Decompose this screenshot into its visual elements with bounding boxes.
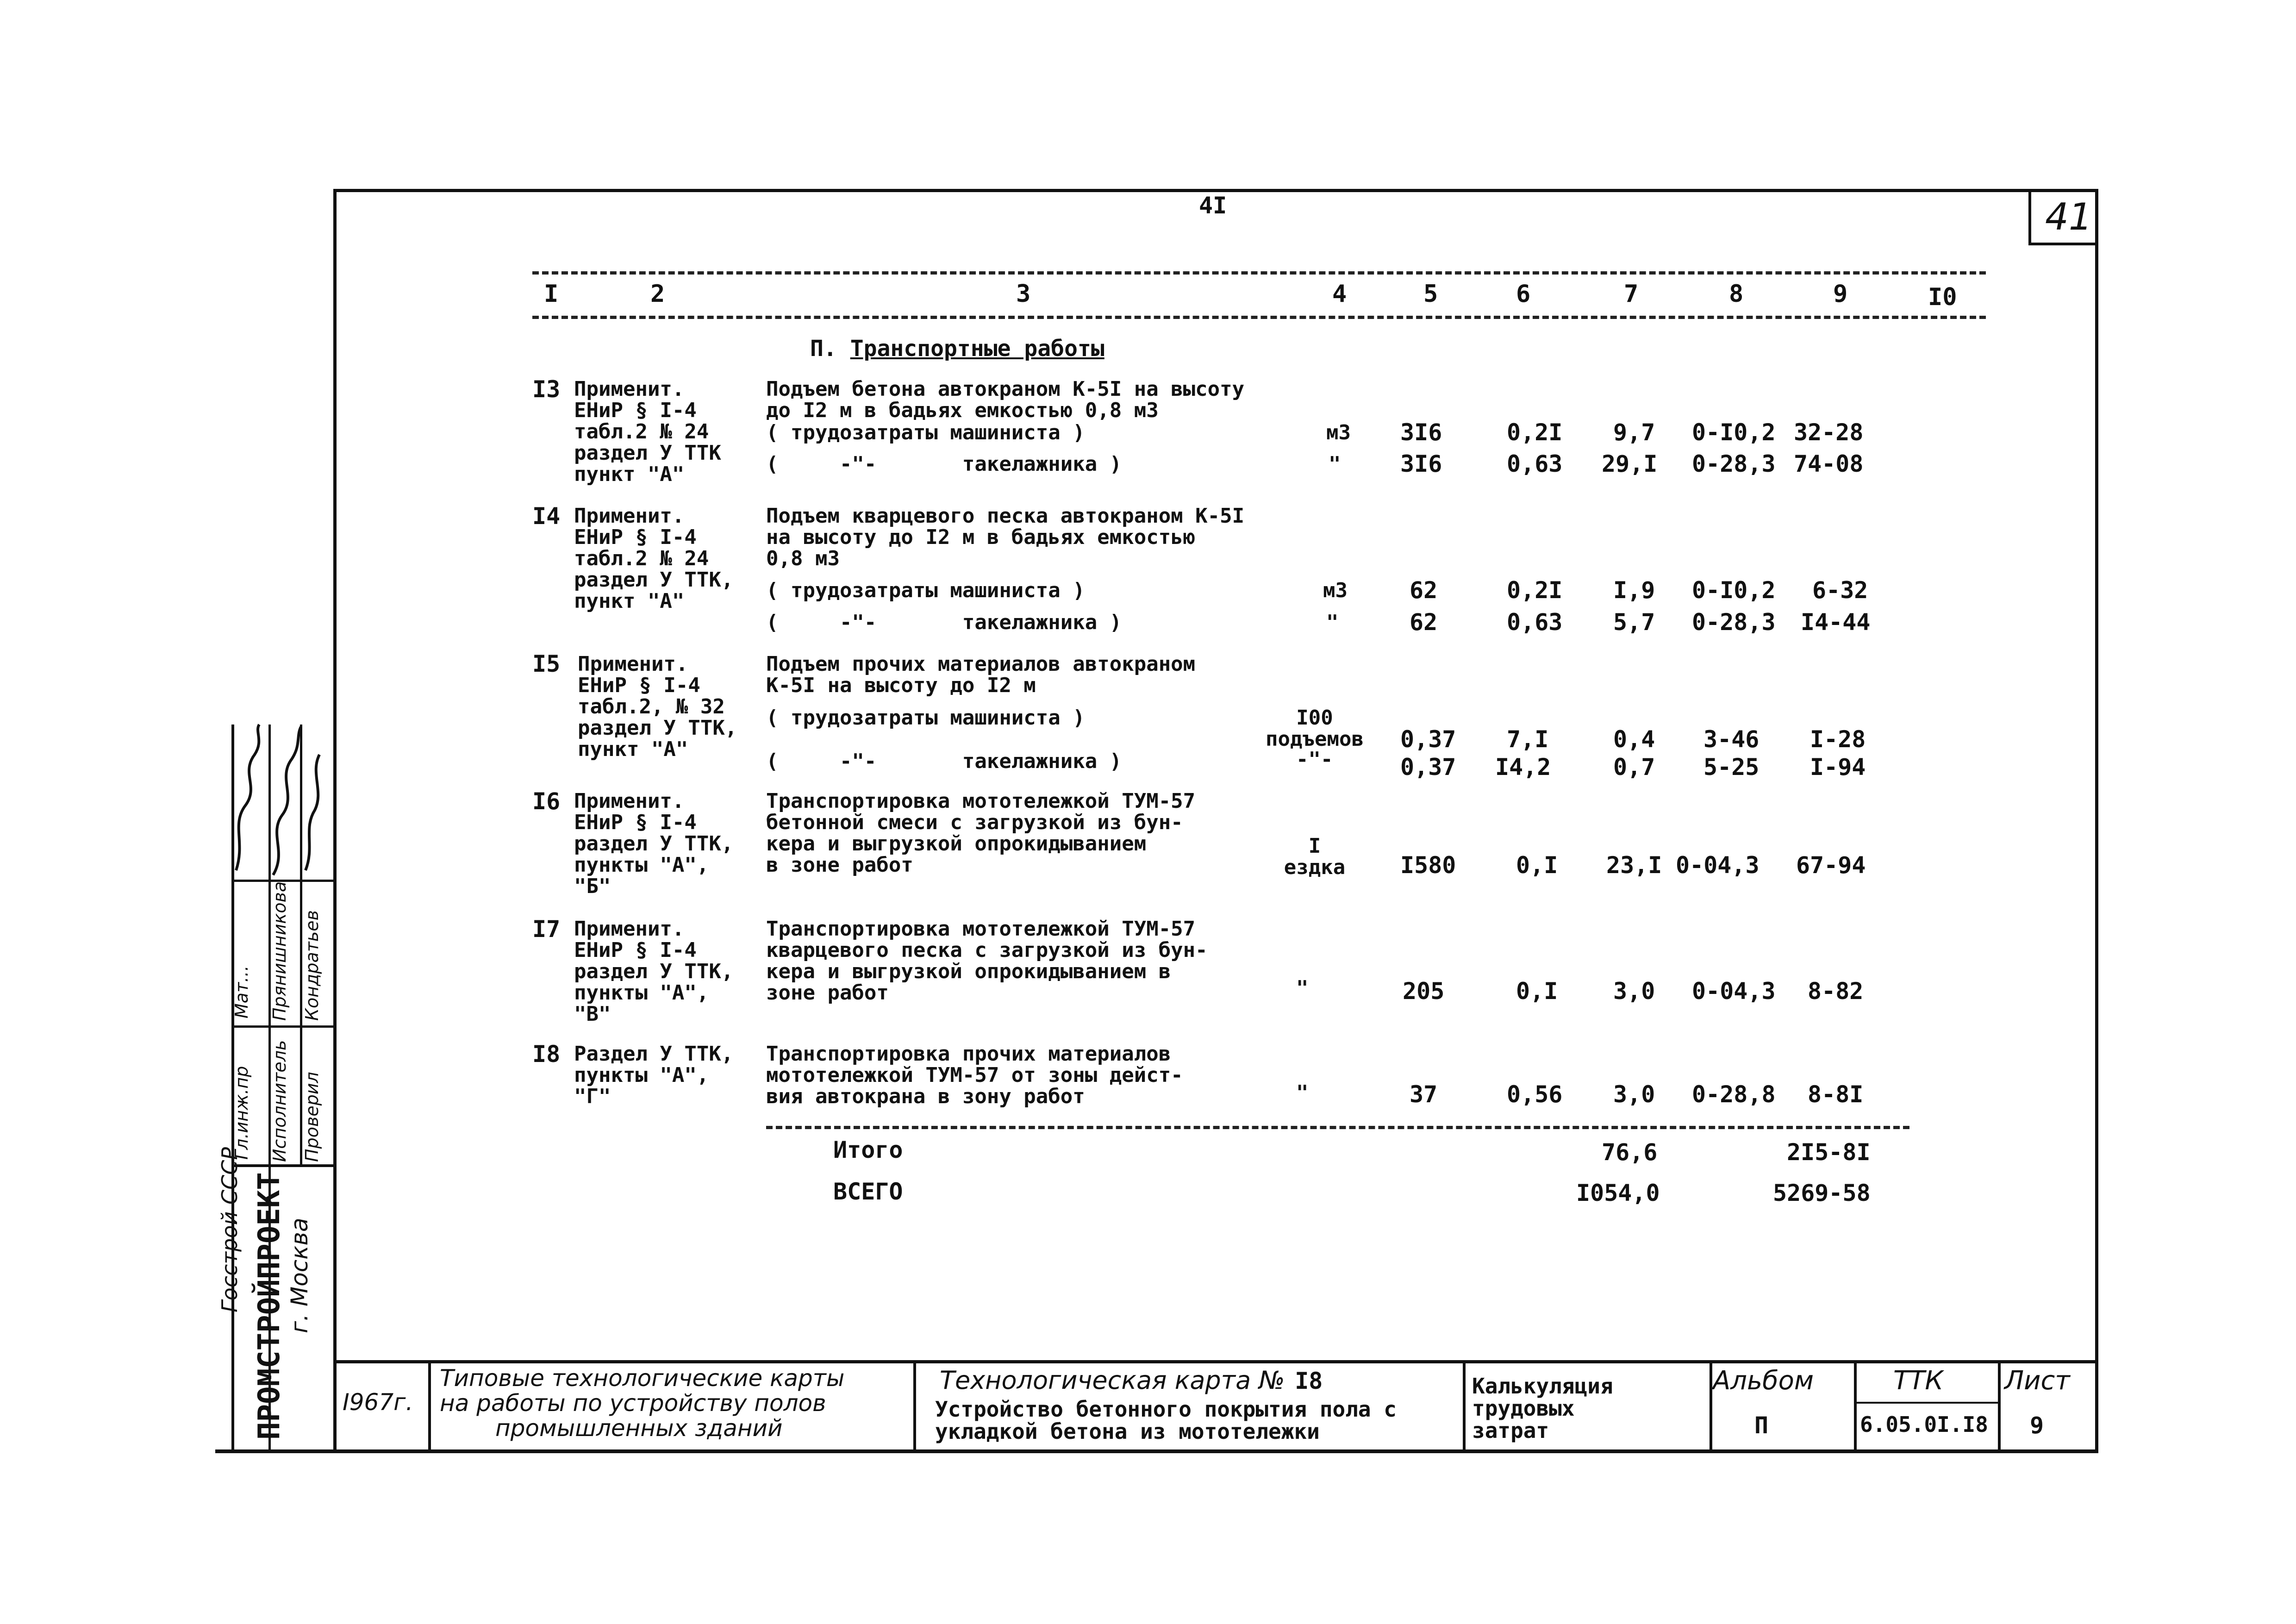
sheet-label: Лист xyxy=(2004,1366,2070,1396)
row-reference: Раздел У ТТК, пункты "А", "Г" xyxy=(574,1042,734,1108)
sub-description: ( -"- такелажника ) xyxy=(766,611,1122,634)
section-prefix: П. xyxy=(810,336,837,362)
frame-top xyxy=(333,189,2098,192)
row-number: I5 xyxy=(532,650,561,677)
cell-c5: 37 xyxy=(1410,1081,1438,1108)
cell-c8: 0-I0,2 xyxy=(1692,577,1776,604)
cell-c8: 0-28,3 xyxy=(1692,450,1776,477)
cell-c6: 7,I xyxy=(1507,726,1549,753)
row-description: Подъем бетона автокраном К-5I на высоту до I2 м в бадьях емкостью 0,8 м3 xyxy=(766,377,1245,422)
cell-c6: 0,63 xyxy=(1507,450,1563,477)
unit: м3 xyxy=(1323,579,1348,602)
column-header: 3 xyxy=(1016,280,1031,308)
cell-c6: 0,56 xyxy=(1507,1081,1563,1108)
column-header: I xyxy=(544,280,559,308)
cell-c6: I4,2 xyxy=(1495,754,1551,781)
row-number: I3 xyxy=(532,376,561,403)
unit: I00 подъемов xyxy=(1266,706,1364,751)
cell-c7: 5,7 xyxy=(1613,609,1655,636)
cell-c9: 74-08 xyxy=(1794,450,1864,477)
frame-left xyxy=(333,189,337,1453)
unit: " xyxy=(1326,611,1339,634)
cell-c7: 29,I xyxy=(1602,450,1658,477)
row-number: I8 xyxy=(532,1041,561,1068)
cell-c5: 205 xyxy=(1403,978,1445,1005)
section-title: Транспортные работы xyxy=(850,336,1104,362)
grand-total-c9: 5269-58 xyxy=(1773,1180,1871,1206)
unit: " xyxy=(1296,976,1309,1000)
cell-c5: 3I6 xyxy=(1400,419,1442,446)
total-c7: 76,6 xyxy=(1602,1139,1658,1166)
column-header: 8 xyxy=(1729,280,1744,308)
card-heading: Технологическая карта № I8 xyxy=(940,1366,1323,1395)
row-description: Транспортировка прочих материалов мототележкой ТУМ-57 от зоны дейст- вия автокрана в зону работ xyxy=(766,1042,1183,1108)
column-header: 2 xyxy=(650,280,665,308)
section-heading xyxy=(810,336,1104,362)
role-checker: Проверил xyxy=(302,1072,322,1162)
cell-c9: 8-8I xyxy=(1808,1081,1864,1108)
cell-c5: I580 xyxy=(1400,852,1456,879)
row-reference: Применит. ЕНиР § I-4 раздел У ТТК, пункты "А", "В" xyxy=(574,917,734,1026)
cell-c6: 0,2I xyxy=(1507,419,1563,446)
card-description: Устройство бетонного покрытия пола с укладкой бетона из мототележки xyxy=(935,1397,1397,1444)
album-value: П xyxy=(1754,1412,1769,1439)
ttk-label: ТТК xyxy=(1893,1366,1944,1396)
ttk-value: 6.05.0I.I8 xyxy=(1860,1412,1988,1437)
name-executor: Прянишникова xyxy=(269,881,290,1021)
header-rule-bottom xyxy=(532,316,1986,319)
totals-rule xyxy=(766,1126,1909,1129)
cell-c8: 0-28,3 xyxy=(1692,609,1776,636)
signatures-icon xyxy=(227,722,333,880)
frame-bottom xyxy=(215,1449,2098,1453)
column-header: 6 xyxy=(1516,280,1531,308)
row-reference: Применит. ЕНиР § I-4 табл.2 № 24 раздел У ТТК пункт "А" xyxy=(574,377,721,486)
row-reference: Применит. ЕНиР § I-4 табл.2, № 32 раздел У ТТК, пункт "А" xyxy=(578,652,737,761)
album-label: Альбом xyxy=(1713,1366,1814,1396)
cell-c8: 0-04,3 xyxy=(1692,978,1776,1005)
column-header: 7 xyxy=(1624,280,1639,308)
cell-c9: 32-28 xyxy=(1794,419,1864,446)
cell-c7: 3,0 xyxy=(1613,1081,1655,1108)
document-type: Калькуляция трудовых затрат xyxy=(1472,1374,1613,1443)
cell-c9: 6-32 xyxy=(1812,577,1868,604)
cell-c7: 0,4 xyxy=(1613,726,1655,753)
cell-c8: 0-04,3 xyxy=(1676,852,1759,879)
org-city: г. Москва xyxy=(286,1218,313,1333)
unit: -"- xyxy=(1296,748,1333,771)
unit: " xyxy=(1296,1081,1309,1105)
sub-description: ( -"- такелажника ) xyxy=(766,452,1122,476)
org-top: Госстрой СССР xyxy=(217,1147,242,1312)
sub-description: ( -"- такелажника ) xyxy=(766,750,1122,773)
grand-total-c7: I054,0 xyxy=(1576,1180,1660,1206)
total-label: Итого xyxy=(833,1137,903,1163)
cell-c9: 8-82 xyxy=(1808,978,1864,1005)
unit: " xyxy=(1329,452,1341,476)
cell-c7: I,9 xyxy=(1613,577,1655,604)
role-chief: Гл.инж.пр xyxy=(231,1066,252,1160)
series-title: Типовые технологические карты на работы по устройству полов промышленных зданий xyxy=(440,1365,845,1442)
cell-c6: 0,I xyxy=(1516,978,1558,1005)
corner-stamp-number: 41 xyxy=(2045,195,2092,238)
cell-c7: 3,0 xyxy=(1613,978,1655,1005)
corner-stamp xyxy=(2028,189,2095,245)
header-rule-top xyxy=(532,271,1986,275)
cell-c9: 67-94 xyxy=(1796,852,1866,879)
cell-c9: I-28 xyxy=(1810,726,1866,753)
cell-c7: 23,I xyxy=(1606,852,1662,879)
name-checker: Кондратьев xyxy=(302,910,322,1021)
row-description: Подъем кварцевого песка автокраном К-5I на высоту до I2 м в бадьях емкостью 0,8 м3 xyxy=(766,504,1245,570)
cell-c6: 0,2I xyxy=(1507,577,1563,604)
cell-c5: 0,37 xyxy=(1400,726,1456,753)
cell-c5: 3I6 xyxy=(1400,450,1442,477)
sub-description: ( трудозатраты машиниста ) xyxy=(766,421,1085,444)
role-executor: Исполнитель xyxy=(269,1040,290,1162)
org-main: ПРОМСТРОЙПРОЕКТ xyxy=(252,1172,287,1440)
year: I967г. xyxy=(343,1389,413,1416)
cell-c7: 0,7 xyxy=(1613,754,1655,781)
cell-c5: 62 xyxy=(1410,609,1438,636)
column-header: 4 xyxy=(1332,280,1347,308)
cell-c8: 5-25 xyxy=(1703,754,1759,781)
cell-c5: 0,37 xyxy=(1400,754,1456,781)
frame-right xyxy=(2095,189,2098,1453)
row-reference: Применит. ЕНиР § I-4 раздел У ТТК, пункты "А", "Б" xyxy=(574,789,734,898)
name-chief: Мат... xyxy=(231,965,252,1018)
column-header: 9 xyxy=(1833,280,1848,308)
cell-c6: 0,I xyxy=(1516,852,1558,879)
row-description: Транспортировка мототележкой ТУМ-57 кварцевого песка с загрузкой из бун- кера и выгрузкой опрокидыванием в зоне работ xyxy=(766,917,1208,1005)
row-reference: Применит. ЕНиР § I-4 табл.2 № 24 раздел У ТТК, пункт "А" xyxy=(574,504,734,613)
total-c9: 2I5-8I xyxy=(1787,1139,1871,1166)
row-number: I6 xyxy=(532,788,561,815)
page-number: 4I xyxy=(1199,192,1227,219)
sub-description: ( трудозатраты машиниста ) xyxy=(766,706,1085,730)
cell-c6: 0,63 xyxy=(1507,609,1563,636)
sub-description: ( трудозатраты машиниста ) xyxy=(766,579,1085,602)
cell-c8: 3-46 xyxy=(1703,726,1759,753)
column-header: 5 xyxy=(1423,280,1438,308)
unit: м3 xyxy=(1326,421,1351,444)
column-header: I0 xyxy=(1928,283,1957,311)
cell-c8: 0-28,8 xyxy=(1692,1081,1776,1108)
cell-c7: 9,7 xyxy=(1613,419,1655,446)
row-number: I7 xyxy=(532,916,561,943)
cell-c9: I-94 xyxy=(1810,754,1866,781)
sheet-value: 9 xyxy=(2030,1412,2044,1439)
grand-total-label: ВСЕГО xyxy=(833,1178,903,1205)
cell-c8: 0-I0,2 xyxy=(1692,419,1776,446)
row-description: Транспортировка мототележкой ТУМ-57 бетонной смеси с загрузкой из бун- кера и выгрузкой опрокидыванием в зоне работ xyxy=(766,789,1196,877)
cell-c9: I4-44 xyxy=(1801,609,1871,636)
cell-c5: 62 xyxy=(1410,577,1438,604)
unit: I ездка xyxy=(1284,834,1346,879)
row-description: Подъем прочих материалов автокраном К-5I на высоту до I2 м xyxy=(766,652,1196,697)
row-number: I4 xyxy=(532,503,561,530)
